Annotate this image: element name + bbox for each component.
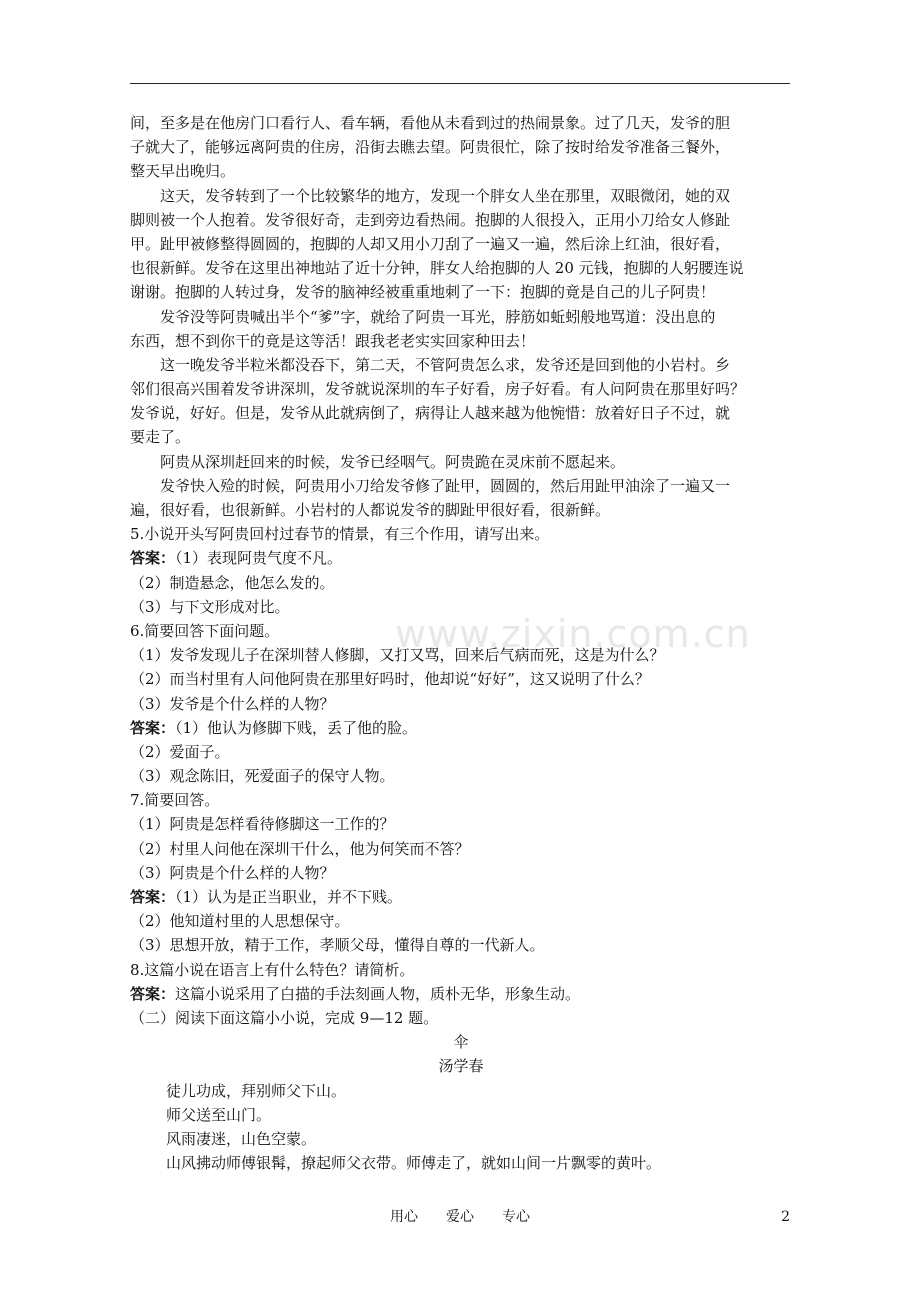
body-line: 发爷说，好好。但是，发爷从此就病倒了，病得让人越来越为他惋惜：放着好日子不过，就 — [130, 404, 731, 423]
header-rule — [130, 83, 790, 84]
answer-line: （2）制造悬念，他怎么发的。 — [130, 573, 335, 592]
answer-text: （1）他认为修脚下贱，丢了他的脸。 — [175, 718, 418, 737]
watermark: www.zixin.com.cn — [395, 612, 751, 656]
answer-line: （3）思想开放，精于工作，孝顺父母，懂得自尊的一代新人。 — [130, 936, 545, 955]
question-5: 5.小说开头写阿贵回村过春节的情景，有三个作用，请写出来。 — [130, 525, 550, 544]
footer-motto: 用心 爱心 专心 — [390, 1209, 530, 1225]
sub-question: （3）发爷是个什么样的人物？ — [130, 694, 335, 713]
body-line: 阿贵从深圳赶回来的时候，发爷已经咽气。阿贵跪在灵床前不愿起来。 — [160, 452, 626, 471]
body-line: 发爷快入殓的时候，阿贵用小刀给发爷修了趾甲，圆圆的，然后用趾甲油涂了一遍又一 — [160, 476, 731, 495]
body-line: 要走了。 — [130, 428, 191, 447]
answer-label: 答案： — [130, 718, 176, 737]
body-line: 子就大了，能够远离阿贵的住房，沿街去瞧去望。阿贵很忙，除了按时给发爷准备三餐外， — [130, 138, 731, 157]
page-footer — [130, 1205, 790, 1229]
answer-line: （3）观念陈旧，死爱面子的保守人物。 — [130, 767, 395, 786]
story-line: 风雨凄迷，山色空蒙。 — [166, 1129, 317, 1148]
answer-line — [130, 716, 792, 740]
story-line: 徒儿功成，拜别师父下山。 — [166, 1081, 347, 1100]
answer-label: 答案： — [130, 888, 176, 906]
question-8: 8.这篇小说在语言上有什么特色？请简析。 — [130, 960, 415, 979]
page-content — [130, 111, 792, 1175]
story-author: 汤学春 — [438, 1057, 484, 1076]
body-line: 谢谢。抱脚的人转过身，发爷的脑神经被重重地刺了一下：抱脚的竟是自己的儿子阿贵！ — [130, 283, 716, 302]
answer-line — [130, 546, 792, 570]
sub-question: （2）而当村里有人问他阿贵在那里好吗时，他却说“好好”，这又说明了什么？ — [130, 670, 650, 689]
answer-label: 答案： — [130, 984, 176, 1003]
sub-question: （3）阿贵是个什么样的人物？ — [130, 863, 335, 882]
answer-label: 答案： — [130, 549, 176, 568]
answer-text: （1）表现阿贵气度不凡。 — [175, 549, 343, 568]
sub-question: （2）村里人问他在深圳干什么，他为何笑而不答？ — [130, 839, 470, 858]
answer-line — [130, 982, 792, 1006]
question-6: 6.简要回答下面问题。 — [130, 621, 280, 640]
answer-text: （1）认为是正当职业，并不下贱。 — [175, 888, 403, 906]
body-line: 脚则被一个人抱着。发爷很好奇，走到旁边看热闹。抱脚的人很投入，正用小刀给女人修趾 — [130, 210, 731, 229]
body-line: 这天，发爷转到了一个比较繁华的地方，发现一个胖女人坐在那里，双眼微闭，她的双 — [160, 186, 731, 205]
answer-line: （2）他知道村里的人思想保守。 — [130, 912, 350, 931]
body-line: 间，至多是在他房门口看行人、看车辆，看他从未看到过的热闹景象。过了几天，发爷的胆 — [130, 114, 731, 132]
body-line: 邻们很高兴围着发爷讲深圳，发爷就说深圳的车子好看，房子好看。有人问阿贵在那里好吗？ — [130, 380, 746, 399]
question-7: 7.简要回答。 — [130, 791, 220, 810]
story-line: 山风拂动师傅银髯，撩起师父衣带。师傅走了，就如山间一片飘零的黄叶。 — [166, 1154, 662, 1173]
body-line: 也很新鲜。发爷在这里出神地站了近十分钟，胖女人给抱脚的人 20 元钱，抱脚的人躬腰连说 — [130, 259, 744, 278]
story-title: 伞 — [453, 1033, 469, 1052]
body-line: 整天早出晚归。 — [130, 162, 236, 181]
answer-line: （3）与下文形成对比。 — [130, 597, 290, 616]
section-heading: （二）阅读下面这篇小小说，完成 9—12 题。 — [130, 1008, 439, 1027]
answer-text: 这篇小说采用了白描的手法刻画人物，质朴无华，形象生动。 — [175, 984, 581, 1003]
body-line: 这一晚发爷半粒米都没吞下，第二天，不管阿贵怎么求，发爷还是回到他的小岩村。乡 — [160, 355, 731, 374]
story-line: 师父送至山门。 — [166, 1105, 272, 1124]
body-line: 发爷没等阿贵喊出半个“爹”字，就给了阿贵一耳光，脖筋如蚯蚓般地骂道：没出息的 — [160, 307, 716, 326]
answer-line — [130, 885, 792, 909]
body-line: 遍，很好看，也很新鲜。小岩村的人都说发爷的脚趾甲很好看，很新鲜。 — [130, 501, 611, 519]
answer-line: （2）爱面子。 — [130, 742, 230, 761]
sub-question: （1）阿贵是怎样看待修脚这一工作的？ — [130, 815, 395, 834]
body-line: 甲。趾甲被修整得圆圆的，抱脚的人却又用小刀刮了一遍又一遍，然后涂上红油，很好看， — [130, 234, 731, 253]
sub-question: （1）发爷发现儿子在深圳替人修脚，又打又骂，回来后气病而死，这是为什么？ — [130, 646, 665, 665]
page-number: 2 — [781, 1209, 790, 1225]
body-line: 东西，想不到你干的竟是这等活！跟我老老实实回家种田去！ — [130, 331, 536, 350]
